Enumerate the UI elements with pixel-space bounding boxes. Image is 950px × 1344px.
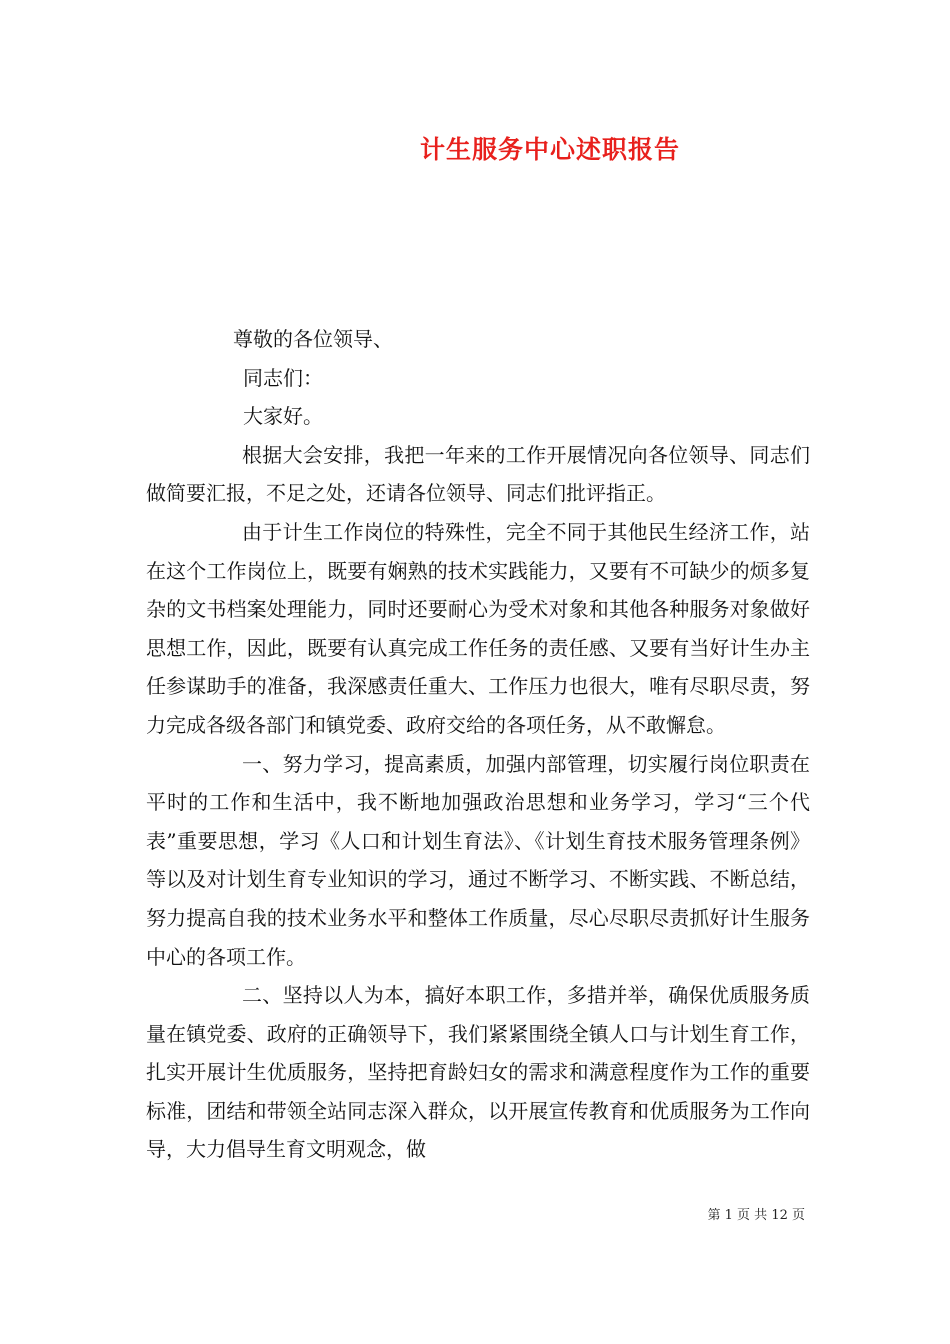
body-paragraph: 由于计生工作岗位的特殊性，完全不同于其他民生经济工作，站在这个工作岗位上，既要有娴熟的技术实践能力，又要有不可缺少的烦多复杂的文书档案处理能力，同时还要耐心为受术对象和其他各种服务对象做好思想工作，因此，既要有认真完成工作任务的责任感、又要有当好计生办主任参谋助手的准备，我深感责任重大、工作压力也很大，唯有尽职尽责，努力完成各级各部门和镇党委、政府交给的各项任务，从不敢懈怠。 [146, 519, 810, 737]
body-paragraph: 二、坚持以人为本，搞好本职工作，多措并举，确保优质服务质量在镇党委、政府的正确领导下，我们紧紧围绕全镇人口与计划生育工作，扎实开展计生优质服务，坚持把育龄妇女的需求和满意程度作为工作的重要标准，团结和带领全站同志深入群众，以开展宣传教育和优质服务为工作向导，大力倡导生育文明观念，做 [146, 983, 810, 1162]
document-body [146, 320, 810, 1169]
body-paragraph: 一、努力学习，提高素质，加强内部管理，切实履行岗位职责在平时的工作和生活中，我不断地加强政治思想和业务学习，学习“三个代表”重要思想，学习《人口和计划生育法》、《计划生育技术服务管理条例》等以及对计划生育专业知识的学习，通过不断学习、不断实践、不断总结，努力提高自我的技术业务水平和整体工作质量，尽心尽职尽责抓好计生服务中心的各项工作。 [146, 751, 810, 969]
document-title: 计生服务中心述职报告 [419, 135, 680, 164]
salutation-line: 尊敬的各位领导、 [233, 327, 393, 351]
greeting-line: 大家好。 [243, 404, 323, 429]
page-number-footer: 第 1 页 共 12 页 [707, 1208, 805, 1223]
body-paragraph: 根据大会安排，我把一年来的工作开展情况向各位领导、同志们做简要汇报，不足之处，还请各位领导、同志们批评指正。 [146, 442, 810, 506]
salutation-line: 同志们： [243, 365, 323, 390]
